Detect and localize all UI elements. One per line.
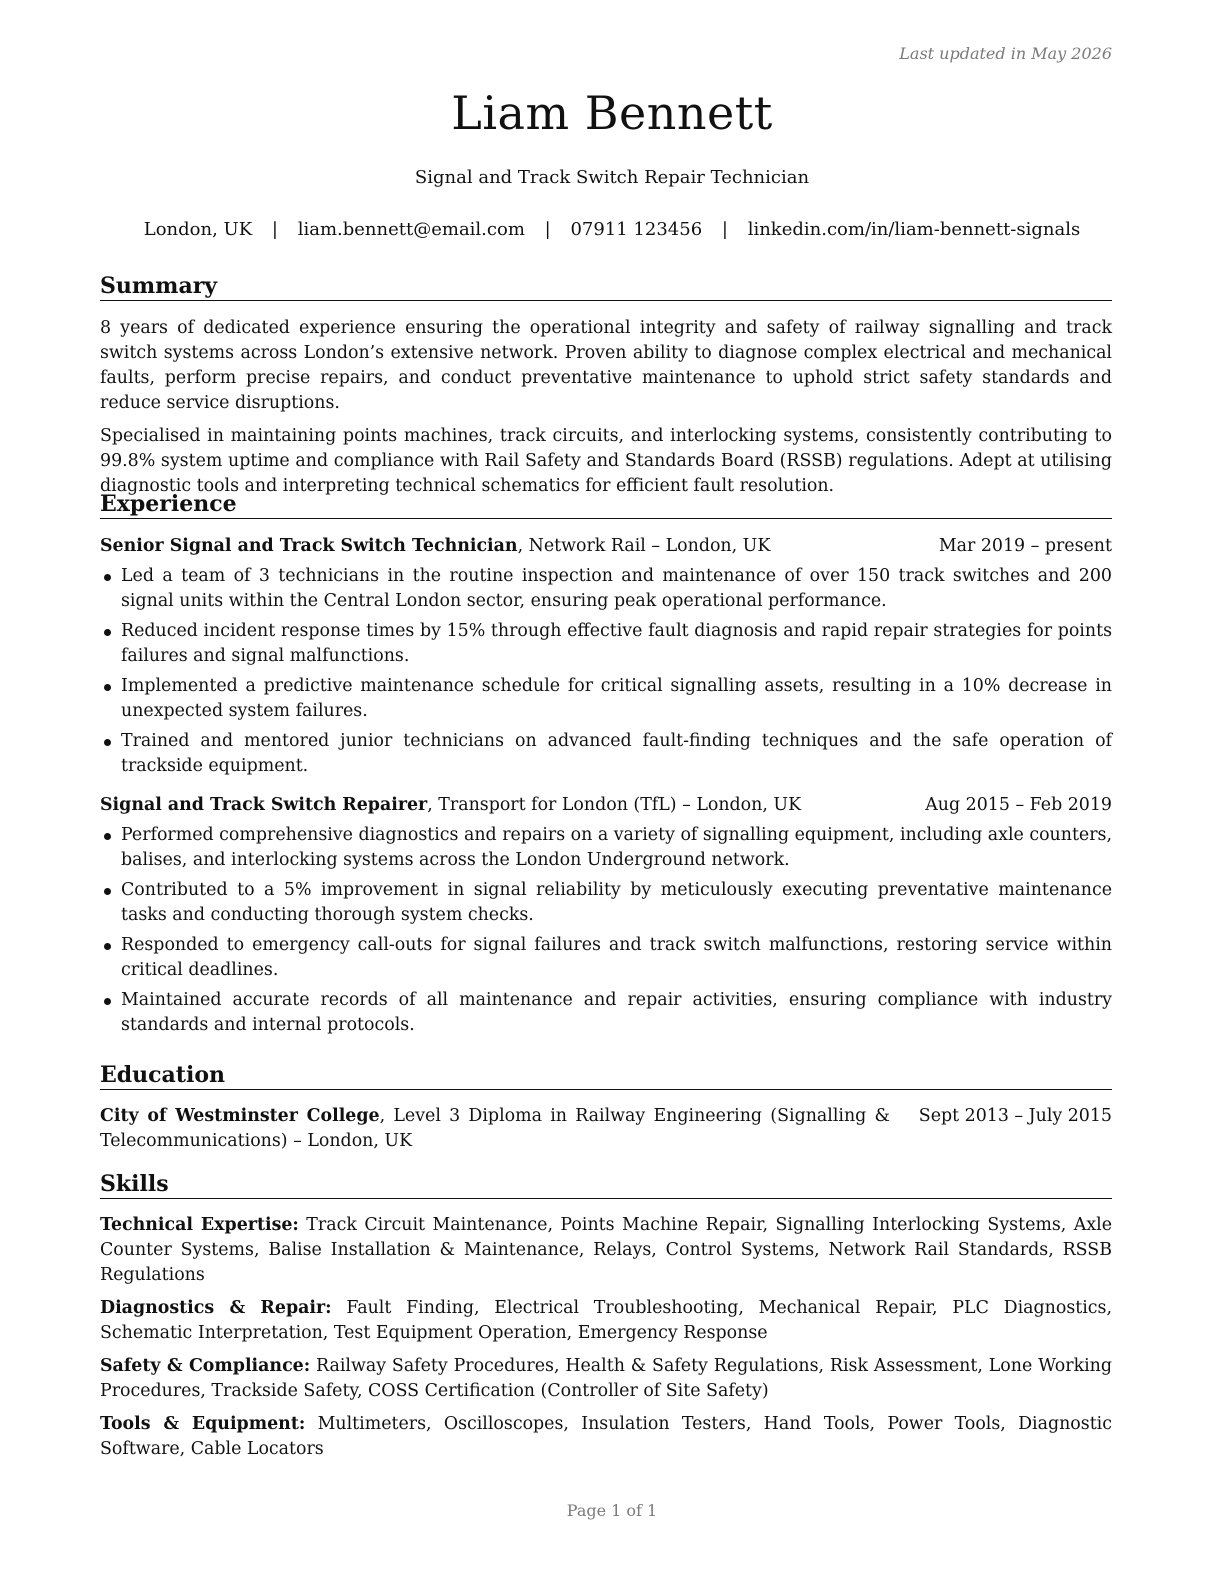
job-entry [100,793,1112,1038]
contact-separator: | [544,219,551,240]
job-organization: , Network Rail – London, UK [517,536,771,556]
contact-separator: | [721,219,728,240]
experience-section [100,490,1112,1043]
job-dates: Mar 2019 – present [938,536,1112,556]
job-header [100,534,1112,559]
candidate-name: Liam Bennett [451,86,773,140]
summary-paragraph: 8 years of dedicated experience ensuring the operational integrity and safety of railway signalling and track switch systems across London’s extensive network. Proven ability to diagnose complex electrical and mechanical faults, perform precise repairs, and conduct preventative maintenance to uphold strict safety standards and reduce service disruptions. [100,318,1112,413]
list-item: Responded to emergency call-outs for signal failures and track switch malfunctions, restoring service within critical deadlines. [100,933,1112,983]
job-role: Signal and Track Switch Repairer [100,795,428,815]
job-entry [100,534,1112,779]
skill-label: Technical Expertise: [100,1215,299,1235]
skill-group [100,1354,1112,1404]
list-item: Performed comprehensive diagnostics and repairs on a variety of signalling equipment, including axle counters, balises, and interlocking systems across the London Underground network. [100,823,1112,873]
skill-items: Fault Finding, Electrical Troubleshooting, Mechanical Repair, PLC Diagnostics, Schematic Interpretation, Test Equipment Operation, Emergency Response [100,1298,1112,1343]
summary-section [100,272,1112,499]
list-item: Implemented a predictive maintenance schedule for critical signalling assets, resulting in a 10% decrease in unexpected system failures. [100,674,1112,724]
skill-label: Diagnostics & Repair: [100,1298,332,1318]
skill-group [100,1412,1112,1462]
education-entry [100,1104,1112,1154]
list-item: Reduced incident response times by 15% through effective fault diagnosis and rapid repair strategies for points failures and signal malfunctions. [100,619,1112,669]
summary-paragraph: Specialised in maintaining points machines, track circuits, and interlocking systems, consistently contributing to 99.8% system uptime and compliance with Rail Safety and Standards Board (RSSB) regulations. Adept at utilising diagnostic tools and interpreting technical schematics for efficient fault resolution. [100,426,1112,496]
education-school: City of Westminster College [100,1106,380,1126]
job-header [100,793,1112,818]
skill-items: Multimeters, Oscilloscopes, Insulation Testers, Hand Tools, Power Tools, Diagnostic Software, Cable Locators [100,1414,1112,1459]
skill-items: Railway Safety Procedures, Health & Safety Regulations, Risk Assessment, Lone Working Procedures, Trackside Safety, COSS Certification (Controller of Site Safety) [100,1356,1112,1401]
education-section [100,1061,1112,1154]
contact-email[interactable]: liam.bennett@email.com [297,219,525,240]
skills-section [100,1170,1112,1470]
list-item: Led a team of 3 technicians in the routine inspection and maintenance of over 150 track switches and 200 signal units within the Central London sector, ensuring peak operational performance. [100,564,1112,614]
skill-items: Track Circuit Maintenance, Points Machine Repair, Signalling Interlocking Systems, Axle Counter Systems, Balise Installation & Maintenance, Relays, Control Systems, Network Rail Standards, RSSB Regulations [100,1215,1112,1285]
candidate-headline: Signal and Track Switch Repair Technician [414,167,810,188]
contact-location: London, UK [143,219,253,240]
list-item: Maintained accurate records of all maintenance and repair activities, ensuring compliance with industry standards and internal protocols. [100,988,1112,1038]
contact-line [0,219,1224,240]
contact-phone[interactable]: 07911 123456 [570,219,703,240]
education-dates: Sept 2013 – July 2015 [918,1106,1112,1126]
list-item: Contributed to a 5% improvement in signal reliability by meticulously executing preventative maintenance tasks and conducting thorough system checks. [100,878,1112,928]
list-item: Trained and mentored junior technicians on advanced fault-finding techniques and the safe operation of trackside equipment. [100,729,1112,779]
contact-linkedin[interactable]: linkedin.com/in/liam-bennett-signals [747,219,1081,240]
education-detail: , Level 3 Diploma in Railway Engineering (Signalling & Telecommunications) – London, UK [100,1106,890,1151]
job-bullets [100,564,1112,779]
last-updated-note: Last updated in May 2026 [899,44,1112,63]
page-number: Page 1 of 1 [566,1501,658,1520]
job-bullets [100,823,1112,1038]
skill-group [100,1213,1112,1288]
skill-label: Safety & Compliance: [100,1356,311,1376]
section-title-education: Education [100,1061,1112,1090]
section-title-experience: Experience [100,490,1112,519]
section-title-summary: Summary [100,272,1112,301]
skill-label: Tools & Equipment: [100,1414,306,1434]
job-role: Senior Signal and Track Switch Technician [100,536,518,556]
skill-group [100,1296,1112,1346]
contact-separator: | [271,219,278,240]
job-dates: Aug 2015 – Feb 2019 [925,795,1112,815]
job-organization: , Transport for London (TfL) – London, UK [427,795,802,815]
section-title-skills: Skills [100,1170,1112,1199]
